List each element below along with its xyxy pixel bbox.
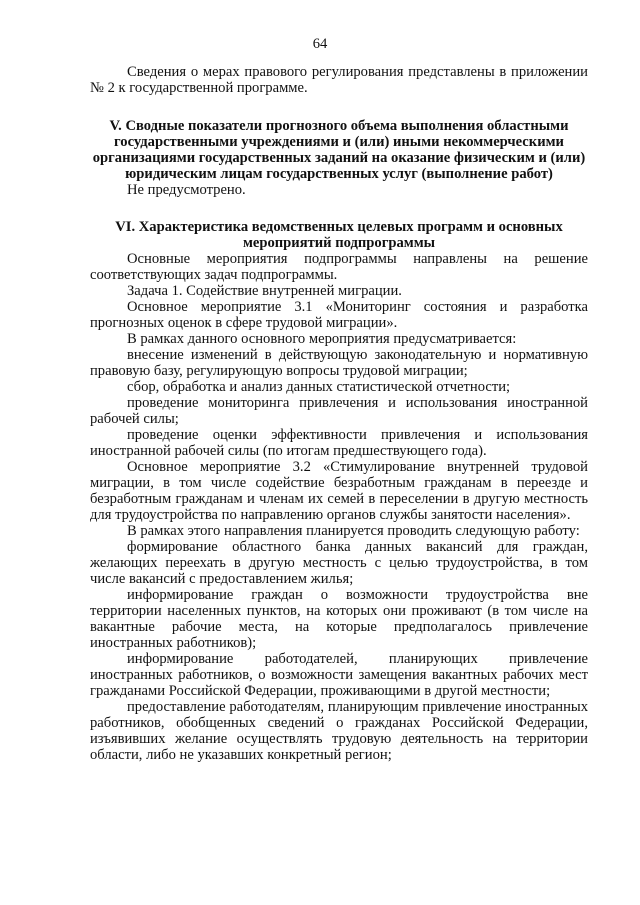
paragraph: формирование областного банка данных вакансий для граждан, желающих переехать в другую местность с целью трудоустройства, в том числе вакансий с предоставлением жилья; bbox=[90, 539, 588, 587]
paragraph: В рамках данного основного мероприятия предусматривается: bbox=[127, 331, 517, 347]
section-6-heading: VI. Характеристика ведомственных целевых программ и основных мероприятий подпрограммы bbox=[115, 219, 563, 251]
paragraph: Основные мероприятия подпрограммы направлены на решение соответствующих задач подпрограммы. bbox=[90, 251, 588, 283]
section-5-text: Не предусмотрено. bbox=[127, 182, 246, 198]
paragraph: предоставление работодателям, планирующим привлечение иностранных работников, обобщенных сведений о гражданах Российской Федерации, изъявивших желание осуществлять трудовую деятельность на территории области, либо не указавших конкретный регион; bbox=[90, 699, 588, 763]
page-number: 64 bbox=[312, 36, 328, 52]
paragraph: Основное мероприятие 3.1 «Мониторинг состояния и разработка прогнозных оценок в сфере трудовой миграции». bbox=[90, 299, 588, 331]
paragraph: проведение мониторинга привлечения и использования иностранной рабочей силы; bbox=[90, 395, 588, 427]
section-6-body bbox=[90, 251, 588, 763]
section-5-heading: V. Сводные показатели прогнозного объема выполнения областными государственными учреждениями и (или) иными некоммерческими организациями государственных заданий на оказание физическим и (или) юридическим лицам государственных услуг (выполнение работ) bbox=[92, 118, 586, 182]
paragraph: Основное мероприятие 3.2 «Стимулирование внутренней трудовой миграции, в том числе содействие безработным гражданам в переезде и безработным гражданам и членам их семей в переселении в другую местность для трудоустройства по направлению органов службы занятости населения». bbox=[90, 459, 588, 523]
paragraph: Задача 1. Содействие внутренней миграции. bbox=[127, 283, 402, 299]
page-content bbox=[90, 64, 588, 763]
paragraph: В рамках этого направления планируется проводить следующую работу: bbox=[127, 523, 580, 539]
paragraph: внесение изменений в действующую законодательную и нормативную правовую базу, регулирующую вопросы трудовой миграции; bbox=[90, 347, 588, 379]
paragraph: сбор, обработка и анализ данных статистической отчетности; bbox=[127, 379, 511, 395]
paragraph: проведение оценки эффективности привлечения и использования иностранной рабочей силы (по итогам предшествующего года). bbox=[90, 427, 588, 459]
paragraph: информирование работодателей, планирующих привлечение иностранных работников, о возможности замещения вакантных рабочих мест гражданами Российской Федерации, проживающими в другой местности; bbox=[90, 651, 588, 699]
intro-paragraph: Сведения о мерах правового регулирования представлены в приложении № 2 к государственной программе. bbox=[90, 64, 588, 96]
paragraph: информирование граждан о возможности трудоустройства вне территории населенных пунктов, на которых они проживают (в том числе на вакантные рабочие места, на которые предполагалось привлечение иностранных работников); bbox=[90, 587, 588, 651]
